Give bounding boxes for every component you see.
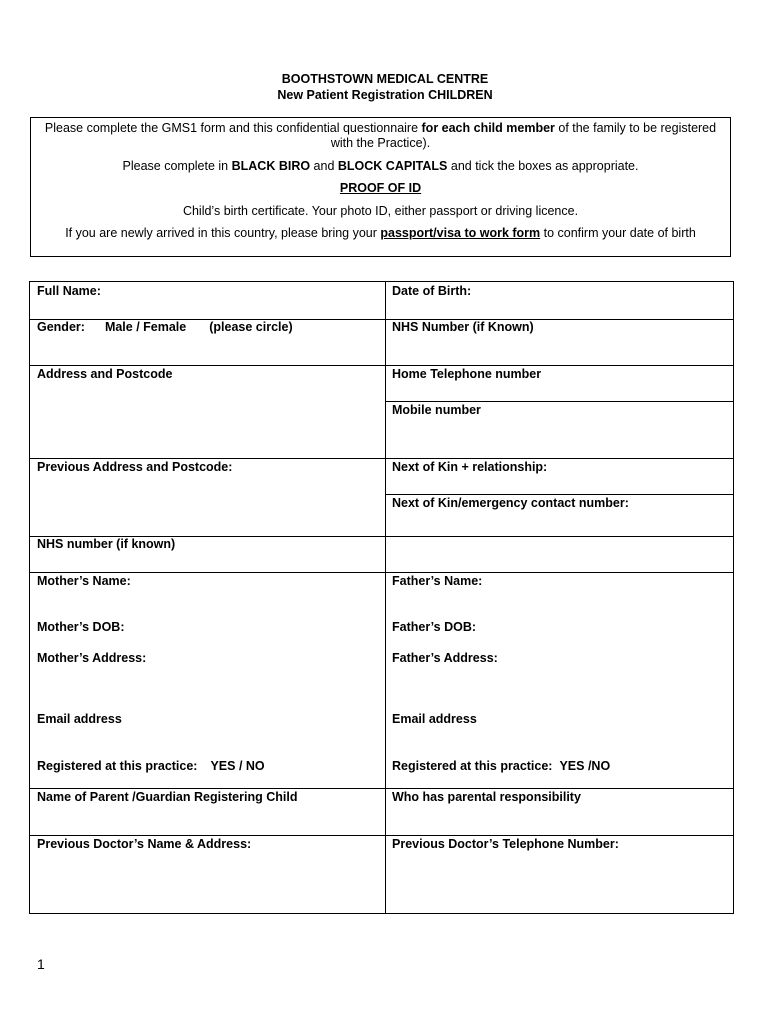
previous-doctor-telephone-field[interactable]: Previous Doctor’s Telephone Number: — [392, 837, 619, 851]
row-divider — [385, 494, 733, 495]
column-divider — [385, 282, 386, 913]
mother-dob-field[interactable]: Mother’s DOB: — [37, 620, 125, 634]
row-divider — [385, 401, 733, 402]
father-address-field[interactable]: Father’s Address: — [392, 651, 498, 665]
parent-guardian-field[interactable]: Name of Parent /Guardian Registering Child — [37, 790, 298, 804]
row-divider — [30, 365, 733, 366]
registration-form-table — [29, 281, 734, 914]
home-telephone-field[interactable]: Home Telephone number — [392, 367, 542, 381]
page-number: 1 — [37, 956, 45, 972]
proof-of-id-heading: PROOF OF ID — [339, 181, 422, 195]
mother-name-field[interactable]: Mother’s Name: — [37, 574, 131, 588]
row-divider — [30, 572, 733, 573]
previous-address-field[interactable]: Previous Address and Postcode: — [37, 460, 233, 474]
gender-field[interactable]: Gender: Male / Female (please circle) — [37, 320, 293, 334]
mother-email-field[interactable]: Email address — [37, 712, 122, 726]
father-registered-field[interactable]: Registered at this practice: YES /NO — [392, 759, 611, 773]
mother-address-field[interactable]: Mother’s Address: — [37, 651, 147, 665]
address-postcode-field[interactable]: Address and Postcode — [37, 367, 173, 381]
father-dob-field[interactable]: Father’s DOB: — [392, 620, 477, 634]
parental-responsibility-field[interactable]: Who has parental responsibility — [392, 790, 581, 804]
mother-registered-field[interactable]: Registered at this practice: YES / NO — [37, 759, 265, 773]
father-name-field[interactable]: Father’s Name: — [392, 574, 483, 588]
row-divider — [30, 788, 733, 789]
row-divider — [30, 458, 733, 459]
mobile-number-field[interactable]: Mobile number — [392, 403, 481, 417]
instruction-black-biro: Please complete in BLACK BIRO and BLOCK CAPITALS and tick the boxes as appropriate. — [122, 159, 639, 173]
instruction-complete-form: Please complete the GMS1 form and this confidential questionnaire for each child member of the family to be registered with the Practice). — [44, 121, 717, 150]
nhs-number-label: NHS number (if known) — [37, 537, 176, 551]
father-email-field[interactable]: Email address — [392, 712, 477, 726]
date-of-birth-field[interactable]: Date of Birth: — [392, 284, 472, 298]
form-subtitle: New Patient Registration CHILDREN — [277, 88, 493, 102]
instructions-box — [30, 117, 731, 257]
row-divider — [30, 835, 733, 836]
full-name-field[interactable]: Full Name: — [37, 284, 101, 298]
previous-doctor-field[interactable]: Previous Doctor’s Name & Address: — [37, 837, 252, 851]
nhs-number-known-field[interactable]: NHS Number (if Known) — [392, 320, 534, 334]
nhs-number-input[interactable] — [392, 537, 722, 567]
proof-of-id-text: Child’s birth certificate. Your photo ID, either passport or driving licence. — [182, 204, 579, 218]
practice-title: BOOTHSTOWN MEDICAL CENTRE — [281, 72, 489, 86]
instruction-newly-arrived: If you are newly arrived in this country, please bring your passport/visa to work form to confirm your date of birth — [65, 226, 696, 240]
next-of-kin-contact-field[interactable]: Next of Kin/emergency contact number: — [392, 496, 629, 510]
next-of-kin-field[interactable]: Next of Kin + relationship: — [392, 460, 548, 474]
